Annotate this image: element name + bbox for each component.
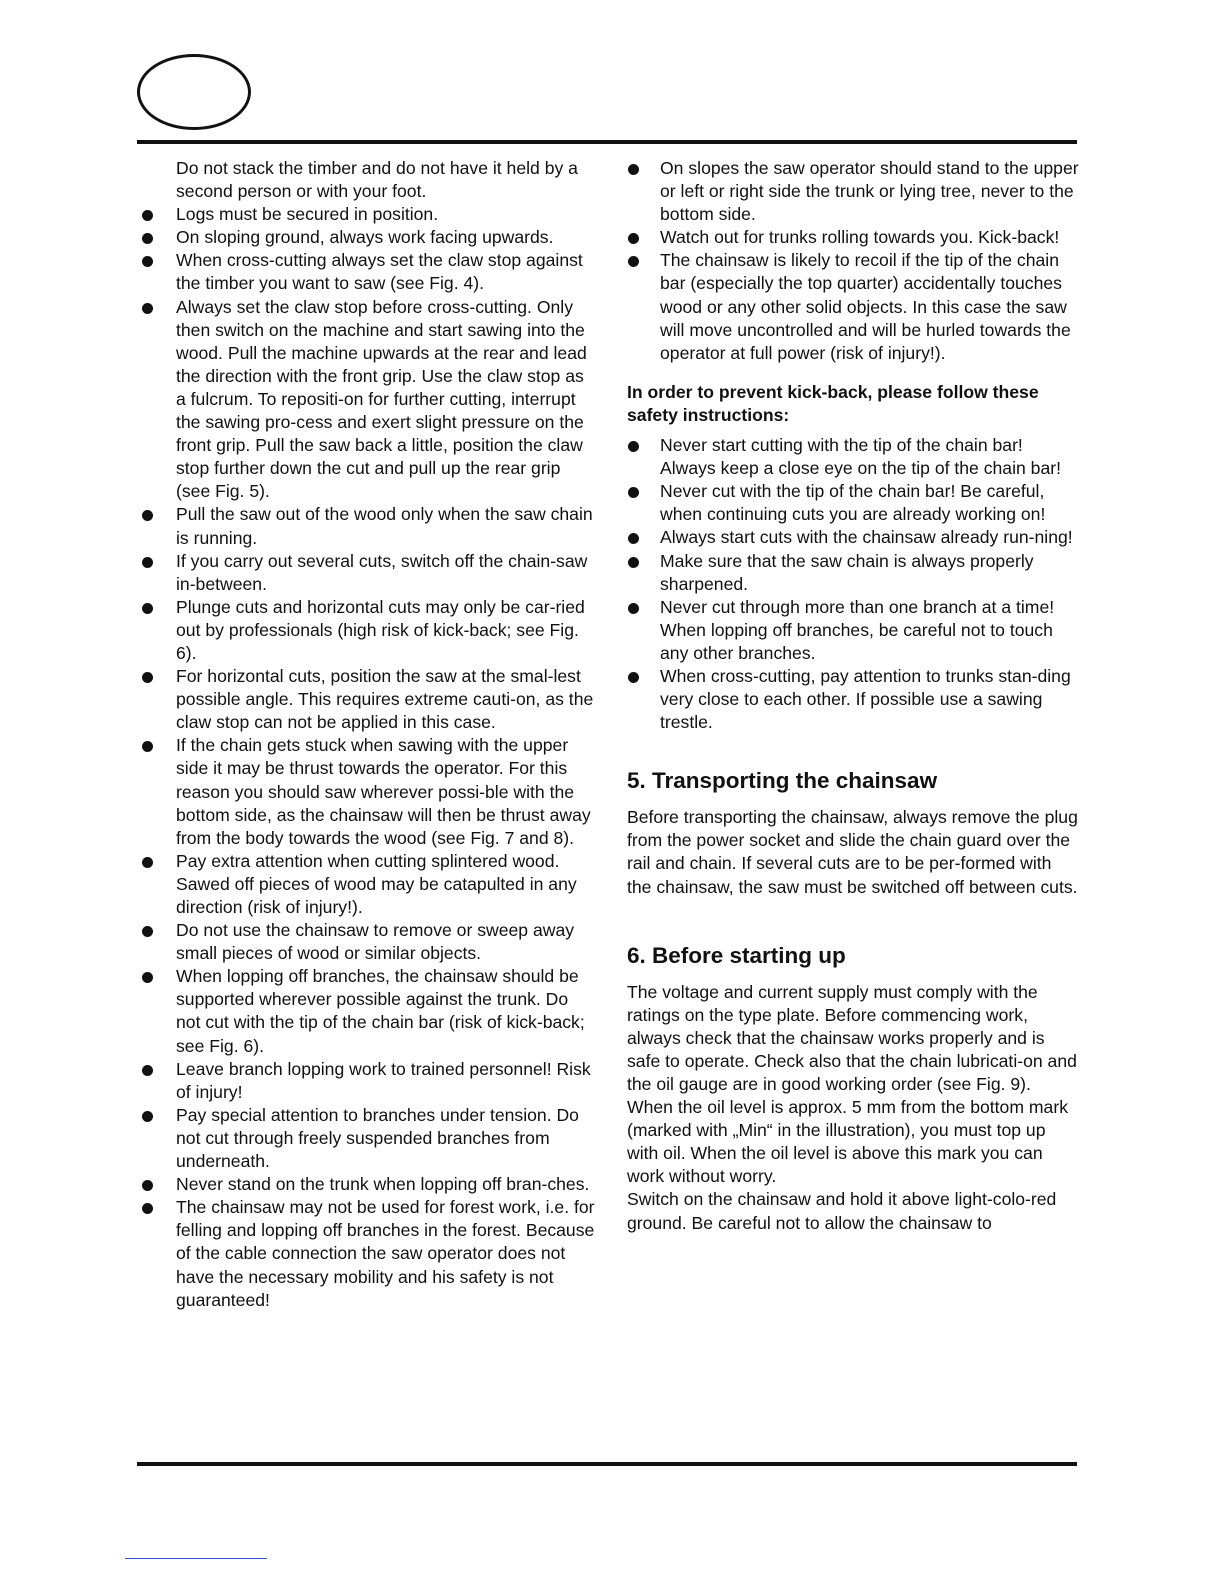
list-item: Leave branch lopping work to trained personnel! Risk of injury! — [176, 1058, 596, 1104]
footer-rule — [137, 1462, 1077, 1466]
list-item: If the chain gets stuck when sawing with the upper side it may be thrust towards the operator. For this reason you should saw wherever possi-ble with the bottom side, as the chainsaw will then be thrust away from the body towards the wood (see Fig. 7 and 8). — [176, 734, 596, 849]
list-item: On sloping ground, always work facing upwards. — [176, 226, 596, 249]
list-item: Do not use the chainsaw to remove or sweep away small pieces of wood or similar objects. — [176, 919, 596, 965]
list-item: On slopes the saw operator should stand to the upper or left or right side the trunk or lying tree, never to the bottom side. — [627, 157, 1079, 226]
left-column — [176, 157, 596, 1312]
list-item: Pay special attention to branches under tension. Do not cut through freely suspended branches from underneath. — [176, 1104, 596, 1173]
list-item: Logs must be secured in position. — [176, 203, 596, 226]
list-item: Always set the claw stop before cross-cutting. Only then switch on the machine and start sawing into the wood. Pull the machine upwards at the rear and lead the direction with the front grip. Use the claw stop as a fulcrum. To repositi-on for further cutting, interrupt the sawing pro-cess and exert slight pressure on the front grip. Pull the saw back a little, position the claw stop further down the cut and pull up the rear grip (see Fig. 5). — [176, 296, 596, 504]
footer-link-underline — [125, 1558, 267, 1559]
list-item: When cross-cutting always set the claw stop against the timber you want to saw (see Fig. 4). — [176, 249, 596, 295]
section-5-heading: 5. Transporting the chainsaw — [627, 768, 938, 794]
list-item: Make sure that the saw chain is always properly sharpened. — [627, 550, 1079, 596]
list-item: If you carry out several cuts, switch off the chain-saw in-between. — [176, 550, 596, 596]
list-item: When cross-cutting, pay attention to trunks stan-ding very close to each other. If possible use a sawing trestle. — [627, 665, 1079, 734]
list-item: The chainsaw is likely to recoil if the tip of the chain bar (especially the top quarter) accidentally touches wood or any other solid objects. In this case the saw will move uncontrolled and will be hurled towards the operator at full power (risk of injury!). — [627, 249, 1079, 364]
section-5-text: Before transporting the chainsaw, always remove the plug from the power socket and slide the chain guard over the rail and chain. If several cuts are to be per-formed with the chainsaw, the saw must be switched off between cuts. — [627, 807, 1078, 897]
list-item: For horizontal cuts, position the saw at the smal-lest possible angle. This requires extreme cauti-on, as the claw stop can not be applied in this case. — [176, 665, 596, 734]
right-bullet-list-top — [627, 157, 1079, 365]
list-item: Always start cuts with the chainsaw already run-ning! — [627, 526, 1079, 549]
intro-paragraph: Do not stack the timber and do not have it held by a second person or with your foot. — [176, 158, 578, 202]
list-item: Pull the saw out of the wood only when the saw chain is running. — [176, 503, 596, 549]
list-item: Never stand on the trunk when lopping off bran-ches. — [176, 1173, 596, 1196]
list-item: Never start cutting with the tip of the chain bar! Always keep a close eye on the tip of the chain bar! — [627, 434, 1079, 480]
section-6-text-continued: Switch on the chainsaw and hold it above light-colo-red ground. Be careful not to allow the chainsaw to — [627, 1189, 1057, 1233]
right-column — [627, 157, 1079, 1235]
list-item: Plunge cuts and horizontal cuts may only be car-ried out by professionals (high risk of kick-back; see Fig. 6). — [176, 596, 596, 665]
list-item: Never cut with the tip of the chain bar! Be careful, when continuing cuts you are already working on! — [627, 480, 1079, 526]
list-item: Pay extra attention when cutting splintered wood. Sawed off pieces of wood may be catapulted in any direction (risk of injury!). — [176, 850, 596, 919]
kickback-bullet-list — [627, 434, 1079, 734]
language-oval-badge — [137, 54, 251, 130]
header-rule — [137, 140, 1077, 144]
list-item: The chainsaw may not be used for forest work, i.e. for felling and lopping off branches in the forest. Because of the cable connection the saw operator does not have the necessary mobility and his safety is not guaranteed! — [176, 1196, 596, 1311]
section-6-text: The voltage and current supply must comply with the ratings on the type plate. Before commencing work, always check that the chainsaw works properly and is safe to operate. Check also that the chain lubricati-on and the oil gauge are in good working order (see Fig. 9). When the oil level is approx. 5 mm from the bottom mark (marked with „Min“ in the illustration), you must top up with oil. When the oil level is above this mark you can work without worry. — [627, 981, 1077, 1187]
section-6-heading: 6. Before starting up — [627, 942, 846, 968]
list-item: Never cut through more than one branch at a time! When lopping off branches, be careful not to touch any other branches. — [627, 596, 1079, 665]
left-bullet-list — [176, 203, 596, 1312]
list-item: Watch out for trunks rolling towards you. Kick-back! — [627, 226, 1079, 249]
list-item: When lopping off branches, the chainsaw should be supported wherever possible against the trunk. Do not cut with the tip of the chain bar (risk of kick-back; see Fig. 6). — [176, 965, 596, 1057]
kickback-heading: In order to prevent kick-back, please follow these safety instructions: — [627, 381, 1039, 425]
